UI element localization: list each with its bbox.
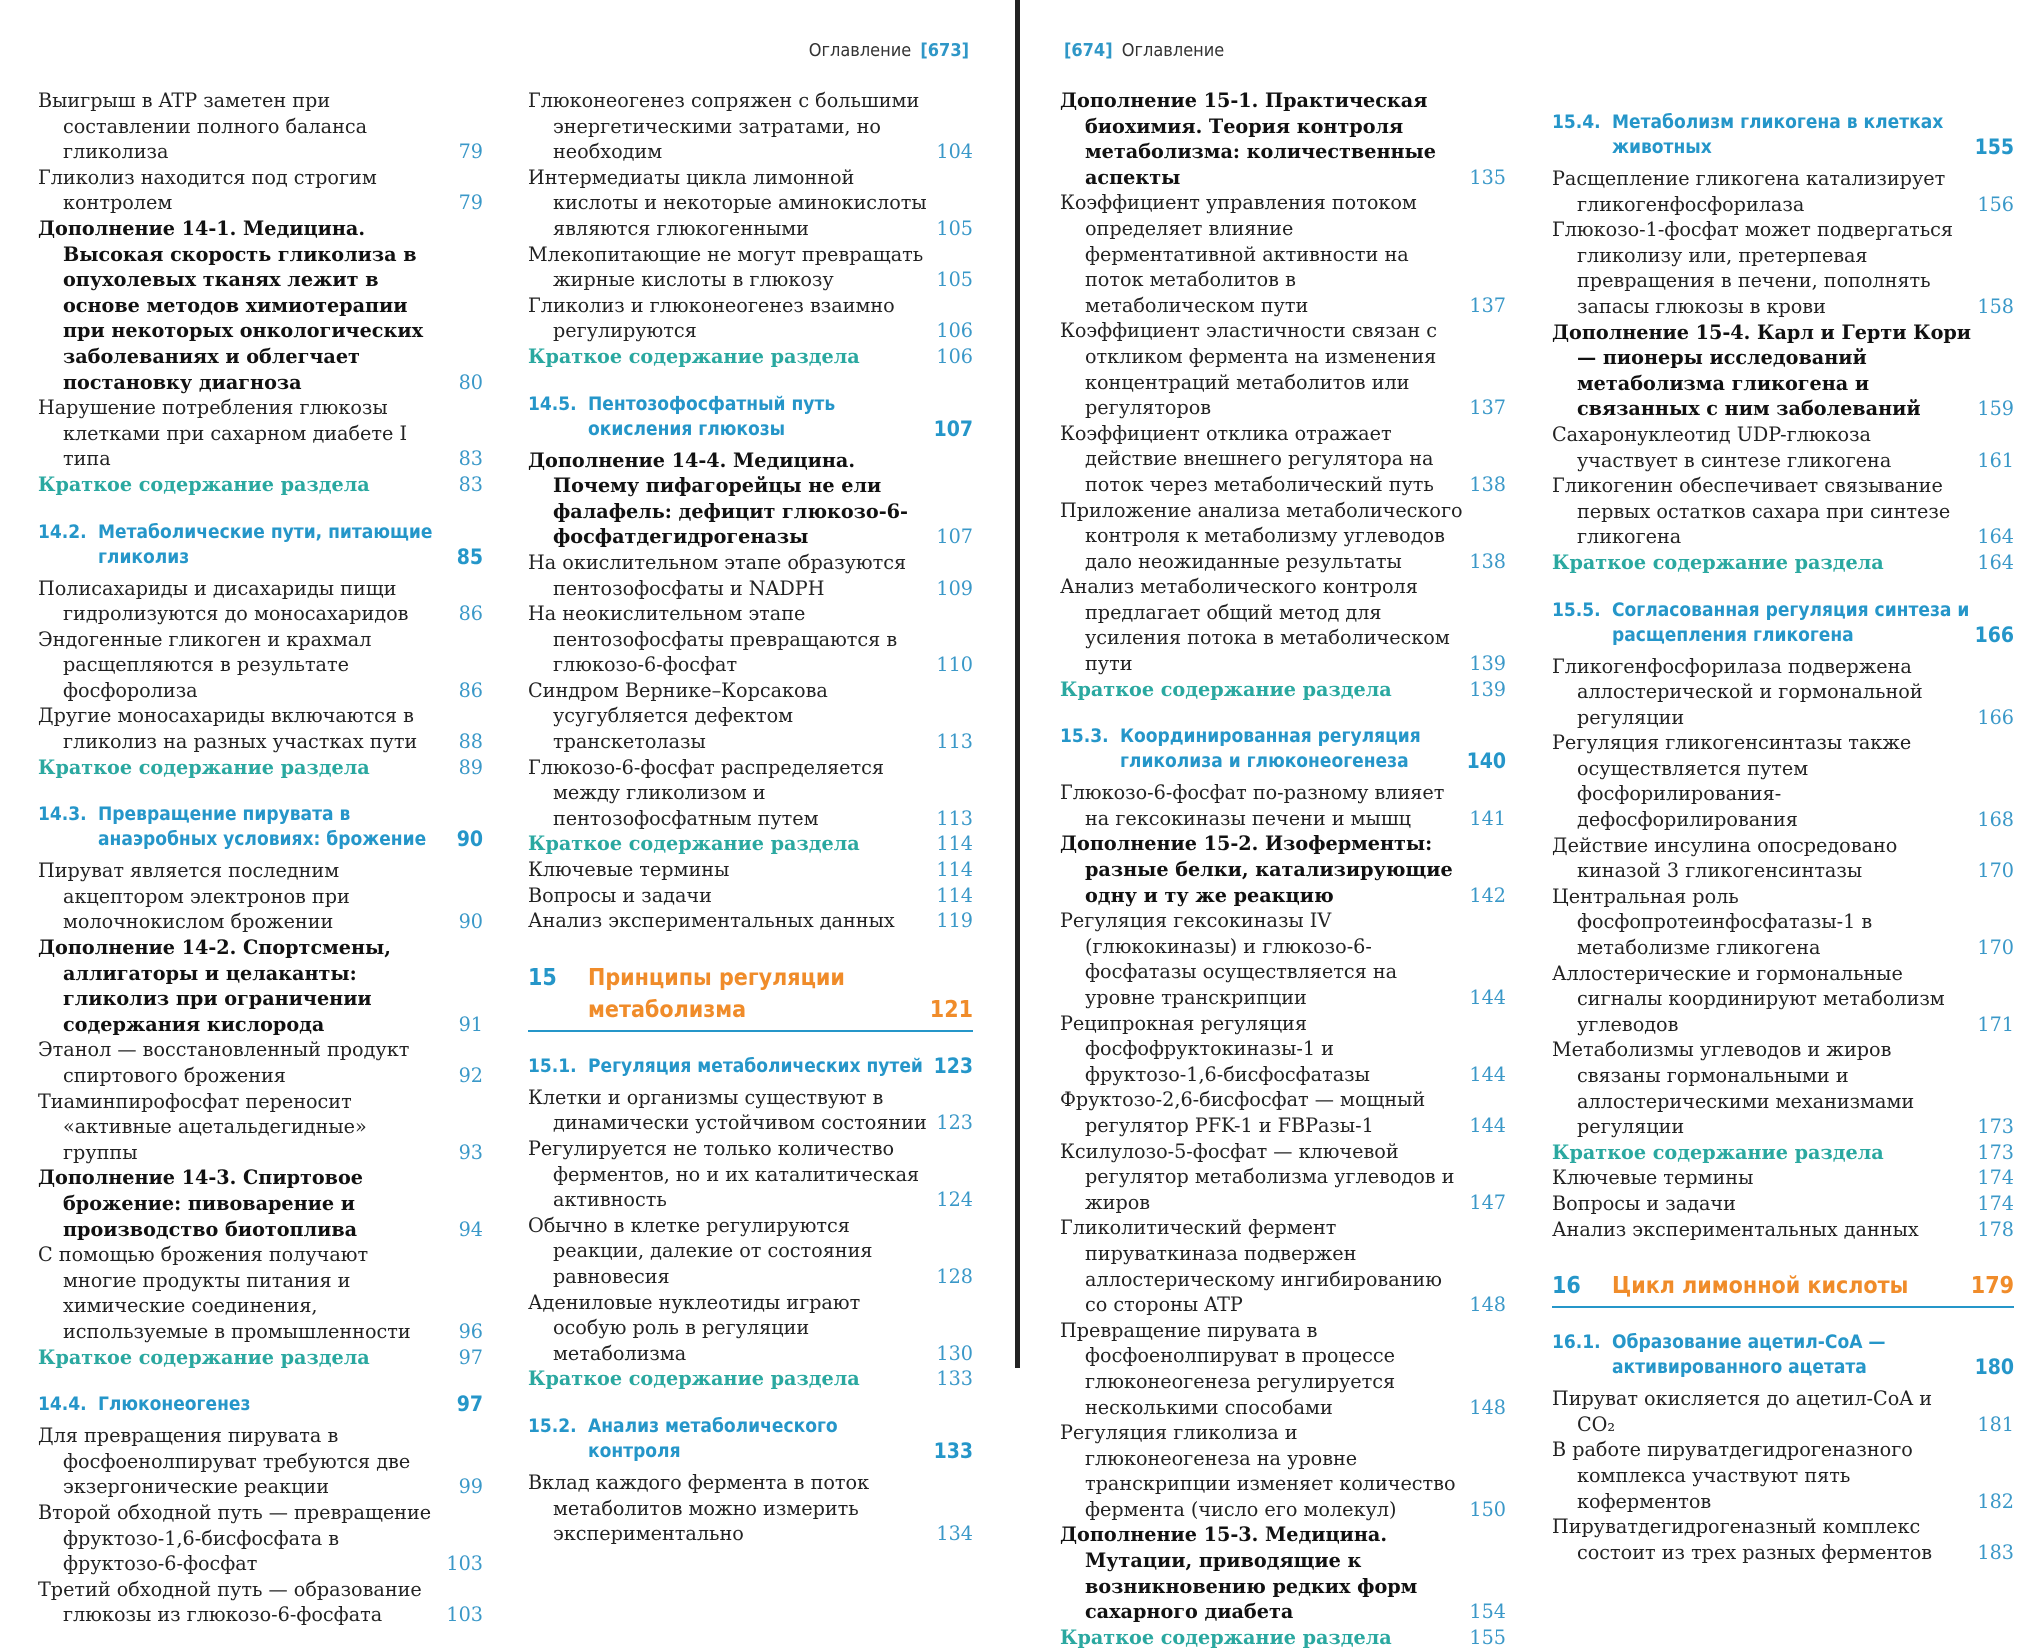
toc-entry (528, 678, 973, 755)
entry-title: Метаболизмы углеводов и жиров связаны гормональными и аллостерическими механизмами регуляции (1552, 1038, 1915, 1139)
page-number: 156 (1977, 192, 2014, 216)
section-title: Метаболические пути, питающие гликолиз (98, 520, 433, 568)
toc-entry (1060, 780, 1506, 831)
page-number: 86 (458, 678, 483, 702)
page-number: 150 (1469, 1497, 1506, 1521)
toc-column (1552, 88, 2014, 1565)
toc-entry (1552, 1165, 2014, 1191)
toc-entry (528, 1290, 973, 1367)
toc-entry (1060, 421, 1506, 498)
page-number: 123 (933, 1053, 973, 1078)
page-number: 80 (458, 370, 483, 394)
toc-summary-entry (38, 1345, 483, 1371)
page-header (1060, 40, 1224, 61)
entry-title: Млекопитающие не могут превращать жирные кислоты в глюкозу (528, 242, 924, 292)
page-number: 166 (1974, 622, 2014, 647)
toc-entry (38, 88, 483, 165)
chapter-heading (528, 962, 973, 1032)
page-number: 94 (458, 1217, 483, 1241)
header-title: Оглавление (1121, 40, 1225, 61)
header-title: Оглавление (808, 40, 912, 61)
page-number: 121 (929, 996, 973, 1023)
page-number: 91 (458, 1012, 483, 1036)
section-number: 15.1. (528, 1054, 577, 1077)
toc-entry (1060, 1420, 1506, 1522)
entry-title: Анализ экспериментальных данных (1552, 1217, 1919, 1241)
entry-title: Краткое содержание раздела (38, 472, 370, 496)
page-number: 147 (1469, 1190, 1506, 1214)
entry-title: Краткое содержание раздела (1060, 677, 1392, 701)
entry-title: Ключевые термины (1552, 1166, 1754, 1190)
entry-title: Обычно в клетке регулируются реакции, далекие от состояния равновесия (528, 1213, 873, 1288)
entry-title: Краткое содержание раздела (1552, 1140, 1884, 1164)
toc-summary-entry (1552, 550, 2014, 576)
page-number: 106 (936, 319, 973, 343)
page-number: 134 (936, 1522, 973, 1546)
toc-entry (1060, 574, 1506, 676)
section-title: Превращение пирувата в анаэробных условиях: брожение (98, 803, 427, 851)
toc-entry (1552, 1386, 2014, 1437)
entry-title: Адениловые нуклеотиды играют особую роль в регуляции метаболизма (528, 1290, 861, 1365)
page-number: 161 (1977, 448, 2014, 472)
page-number: 144 (1469, 1113, 1506, 1137)
entry-title: Ксилулозо-5-фосфат — ключевой регулятор метаболизма углеводов и жиров (1060, 1139, 1455, 1214)
toc-entry (528, 1213, 973, 1290)
toc-entry (1060, 1215, 1506, 1317)
entry-title: Регуляция гликолиза и глюконеогенеза на уровне транскрипции изменяет количество фермента (число его молекул) (1060, 1421, 1456, 1521)
toc-entry (1060, 1318, 1506, 1420)
page-number: 181 (1977, 1412, 2014, 1436)
toc-entry (528, 293, 973, 344)
toc-entry (38, 858, 483, 935)
chapter-heading (1552, 1270, 2014, 1308)
page-number: 89 (458, 755, 483, 779)
entry-title: Пируват является последним акцептором электронов при молочнокислом брожении (38, 859, 350, 934)
entry-title: Нарушение потребления глюкозы клетками при сахарном диабете I типа (38, 396, 408, 471)
toc-entry (1552, 884, 2014, 961)
entry-title: Тиаминпирофосфат переносит «активные ацетальдегидные» группы (38, 1089, 367, 1164)
page-number: 114 (936, 858, 973, 882)
entry-title: Этанол — восстановленный продукт спиртового брожения (38, 1038, 410, 1087)
section-heading (38, 802, 483, 852)
entry-title: Аллостерические и гормональные сигналы координируют метаболизм углеводов (1552, 961, 1945, 1036)
chapter-number: 16 (1552, 1273, 1581, 1300)
entry-title: Глюкозо-6-фосфат распределяется между гликолизом и пентозофосфатным путем (528, 755, 884, 830)
entry-title: Второй обходной путь — превращение фруктозо-1,6-бисфосфата в фруктозо-6-фосфат (38, 1500, 432, 1576)
section-heading (1060, 724, 1506, 774)
page-number: 140 (1466, 749, 1506, 774)
page-number: 92 (458, 1064, 483, 1087)
page-number: 170 (1977, 936, 2014, 960)
entry-title: Пируватдегидрогеназный комплекс состоит из трех разных ферментов (1552, 1515, 1933, 1564)
page-number: 113 (936, 730, 973, 754)
toc-entry (1552, 1037, 2014, 1139)
page-number: 128 (936, 1264, 973, 1288)
page-number: 159 (1977, 397, 2014, 421)
page-number: 110 (936, 653, 973, 677)
toc-entry (1060, 1011, 1506, 1088)
page-number: 170 (1977, 859, 2014, 883)
toc-summary-entry (38, 472, 483, 498)
entry-title: Краткое содержание раздела (528, 344, 860, 368)
page-number: 148 (1469, 1395, 1506, 1419)
section-number: 15.4. (1552, 111, 1601, 133)
page-number: 138 (1469, 472, 1506, 496)
entry-title: Реципрокная регуляция фосфофруктокиназы-1 и фруктозо-1,6-бисфосфатазы (1060, 1011, 1370, 1086)
toc-entry (1552, 730, 2014, 832)
entry-title: Эндогенные гликоген и крахмал расщепляются в результате фосфоролиза (38, 627, 372, 702)
toc-entry (1552, 473, 2014, 550)
page-number: 148 (1469, 1293, 1506, 1317)
page-number: 88 (458, 730, 483, 754)
entry-title: На окислительном этапе образуются пентозофосфаты и NADPH (528, 550, 907, 600)
toc-entry (1552, 1514, 2014, 1565)
toc-entry (528, 242, 973, 293)
page-number: 155 (1469, 1625, 1506, 1649)
entry-title: Краткое содержание раздела (1552, 550, 1884, 574)
page-number: 79 (458, 140, 483, 164)
entry-title: Анализ экспериментальных данных (528, 909, 895, 933)
entry-title: Пируват окисляется до ацетил-CoA и CO₂ (1552, 1387, 1932, 1436)
entry-title: На неокислительном этапе пентозофосфаты превращаются в глюкозо-6-фосфат (528, 602, 898, 677)
page-number: 103 (446, 1603, 483, 1627)
entry-title: Фруктозо-2,6-бисфосфат — мощный регулятор PFK-1 и FBPазы-1 (1060, 1088, 1426, 1137)
entry-title: Краткое содержание раздела (1060, 1625, 1392, 1649)
section-title: Образование ацетил-CoA — активированного ацетата (1612, 1331, 1886, 1379)
section-title: Глюконеогенез (98, 1393, 251, 1416)
page-number: 139 (1469, 652, 1506, 676)
entry-title: Дополнение 14-4. Медицина. Почему пифагорейцы не ели фалафель: дефицит глюкозо-6-фосфатдегидрогеназы (528, 448, 908, 549)
toc-entry (38, 1577, 483, 1628)
page-number: 144 (1469, 1062, 1506, 1086)
page-number: 114 (936, 832, 973, 856)
entry-title: Дополнение 15-1. Практическая биохимия. Теория контроля метаболизма: количественные аспекты (1060, 89, 1436, 189)
page-number: 133 (936, 1367, 973, 1391)
entry-title: Глюкозо-1-фосфат может подвергаться гликолизу или, претерпевая превращения в печени, пополнять запасы глюкозы в крови (1552, 218, 1954, 318)
toc-box-entry (1060, 88, 1506, 190)
left-page (0, 0, 1015, 1627)
page-number: 133 (933, 1438, 973, 1463)
toc-box-entry (38, 935, 483, 1037)
toc-entry (528, 1470, 973, 1547)
page-number: 107 (933, 416, 973, 441)
toc-entry (38, 1423, 483, 1500)
section-number: 14.5. (528, 392, 577, 415)
entry-title: Другие моносахариды включаются в гликолиз на разных участках пути (38, 704, 418, 754)
page-number: 119 (936, 909, 973, 933)
entry-title: С помощью брожения получают многие продукты питания и химические соединения, используемые в промышленности (38, 1243, 411, 1343)
entry-title: Гликолиз находится под строгим контролем (38, 165, 377, 215)
toc-entry (528, 601, 973, 678)
entry-title: Дополнение 14-3. Спиртовое брожение: пивоварение и производство биотоплива (38, 1166, 364, 1241)
toc-summary-entry (528, 1366, 973, 1392)
entry-title: Гликогенфосфорилаза подвержена аллостерической и гормональной регуляции (1552, 654, 1923, 729)
section-number: 14.4. (38, 1393, 87, 1416)
entry-title: Полисахариды и дисахариды пищи гидролизуются до моносахаридов (38, 576, 409, 626)
page-number: 138 (1469, 549, 1506, 573)
page-number: 107 (936, 525, 973, 549)
page-number: 155 (1974, 135, 2014, 159)
toc-entry (528, 1136, 973, 1213)
page-number: 86 (458, 602, 483, 626)
section-heading (1552, 598, 2014, 648)
entry-title: Дополнение 15-2. Изоферменты: разные белки, катализирующие одну и ту же реакцию (1060, 832, 1453, 907)
entry-title: Вопросы и задачи (1552, 1191, 1736, 1215)
section-heading (528, 392, 973, 442)
page-number: 141 (1469, 806, 1506, 830)
page-number: 90 (458, 910, 483, 934)
page-number: 104 (936, 140, 973, 164)
toc-entry (38, 627, 483, 704)
page-number: 174 (1977, 1166, 2014, 1190)
page-number: 174 (1977, 1191, 2014, 1215)
toc-entry (1552, 961, 2014, 1038)
page-number: 182 (1977, 1489, 2014, 1513)
page-number: 130 (936, 1341, 973, 1365)
page-number: 113 (936, 806, 973, 830)
toc-entry (1552, 217, 2014, 319)
page-number: 93 (458, 1140, 483, 1164)
page-number: 183 (1977, 1540, 2014, 1564)
page-number: 105 (936, 216, 973, 240)
page-number: 164 (1977, 525, 2014, 549)
page-number: 144 (1469, 986, 1506, 1009)
page-number: 137 (1469, 293, 1506, 317)
toc-entry (1060, 908, 1506, 1010)
section-number: 14.3. (38, 803, 87, 826)
page-number: 103 (446, 1552, 483, 1576)
page-number: 114 (936, 883, 973, 907)
page-number: 142 (1469, 883, 1506, 907)
entry-title: Гликогенин обеспечивает связывание первых остатков сахара при синтезе гликогена (1552, 474, 1951, 549)
toc-entry (38, 165, 483, 216)
page-number: 164 (1977, 550, 2014, 574)
entry-title: Дополнение 14-2. Спортсмены, аллигаторы и целаканты: гликолиз при ограничении содержания кислорода (38, 936, 391, 1036)
toc-entry (528, 1085, 973, 1136)
entry-title: Анализ метаболического контроля предлагает общий метод для усиления потока в метаболическом пути (1060, 575, 1450, 676)
page-number: 90 (456, 827, 483, 852)
toc-summary-entry (1060, 677, 1506, 703)
toc-box-entry (38, 1165, 483, 1242)
page-number: 179 (1970, 1273, 2014, 1300)
toc-summary-entry (1060, 1625, 1506, 1650)
entry-title: Краткое содержание раздела (528, 832, 860, 856)
entry-title: Дополнение 14-1. Медицина. Высокая скорость гликолиза в опухолевых тканях лежит в основе методов химиотерапии при некоторых онкологических заболеваниях и облегчает постановку диагноза (38, 216, 424, 394)
entry-title: Коэффициент эластичности связан с откликом фермента на изменения концентраций метаболитов или регуляторов (1060, 319, 1437, 420)
toc-entry (1552, 166, 2014, 217)
entry-title: Синдром Вернике–Корсакова усугубляется дефектом транскетолазы (528, 678, 828, 754)
toc-summary-entry (528, 344, 973, 370)
entry-title: Действие инсулина опосредовано киназой 3 гликогенсинтазы (1552, 833, 1898, 883)
toc-entry (528, 883, 973, 909)
entry-title: Клетки и организмы существуют в динамически устойчивом состоянии (528, 1085, 927, 1135)
section-heading (1552, 110, 2014, 160)
page-number: 135 (1469, 165, 1506, 189)
page-number: 171 (1977, 1012, 2014, 1036)
page-number: 79 (458, 191, 483, 215)
toc-entry (1552, 833, 2014, 884)
toc-entry (528, 755, 973, 832)
toc-summary-entry (528, 831, 973, 857)
section-title: Координированная регуляция гликолиза и глюконеогенеза (1120, 725, 1421, 773)
section-heading (1552, 1330, 2014, 1380)
toc-entry (1060, 1139, 1506, 1216)
page-number: 139 (1469, 677, 1506, 701)
book-spine-divider (1015, 0, 1020, 1368)
page-number: 97 (456, 1392, 483, 1417)
toc-entry (1060, 498, 1506, 575)
section-number: 14.2. (38, 520, 87, 543)
page-number: 106 (936, 344, 973, 368)
toc-column (38, 88, 483, 1628)
toc-entry (1060, 1087, 1506, 1138)
entry-title: Расщепление гликогена катализирует гликогенфосфорилаза (1552, 167, 1946, 216)
header-page-number: [673] (920, 40, 969, 61)
toc-entry (38, 1089, 483, 1166)
entry-title: Коэффициент управления потоком определяет влияние ферментативной активности на поток метаболитов в метаболическом пути (1060, 191, 1417, 317)
entry-title: Вклад каждого фермента в поток метаболитов можно измерить экспериментально (528, 1470, 870, 1546)
page-number: 97 (458, 1345, 483, 1369)
chapter-number: 15 (528, 964, 557, 991)
toc-entry (528, 550, 973, 601)
section-title: Пентозофосфатный путь окисления глюкозы (588, 392, 836, 440)
section-title: Регуляция метаболических путей (588, 1054, 923, 1077)
page-number: 137 (1469, 396, 1506, 420)
toc-entry (1060, 318, 1506, 420)
page-number: 124 (936, 1188, 973, 1212)
toc-entry (1552, 1437, 2014, 1514)
toc-entry (1552, 422, 2014, 473)
page-number: 154 (1469, 1600, 1506, 1624)
toc-entry (38, 1500, 483, 1577)
entry-title: Вопросы и задачи (528, 883, 712, 907)
page-number: 173 (1977, 1115, 2014, 1139)
toc-entry (1552, 654, 2014, 731)
page-number: 105 (936, 268, 973, 292)
entry-title: Коэффициент отклика отражает действие внешнего регулятора на поток через метаболический путь (1060, 421, 1434, 496)
page-number: 123 (936, 1111, 973, 1135)
entry-title: Краткое содержание раздела (528, 1367, 860, 1391)
page-header (809, 40, 973, 61)
entry-title: Третий обходной путь — образование глюкозы из глюкозо-6-фосфата (38, 1577, 422, 1627)
page-number: 173 (1977, 1140, 2014, 1164)
toc-box-entry (38, 216, 483, 395)
entry-title: В работе пируватдегидрогеназного комплекса участвуют пять коферментов (1552, 1438, 1913, 1513)
toc-entry (1552, 1217, 2014, 1243)
page-number: 158 (1977, 294, 2014, 318)
entry-title: Гликолиз и глюконеогенез взаимно регулируются (528, 293, 895, 343)
entry-title: Регулируется не только количество ферментов, но и их каталитическая активность (528, 1137, 920, 1212)
page-number: 109 (936, 576, 973, 600)
page-number: 178 (1977, 1217, 2014, 1241)
entry-title: Дополнение 15-4. Карл и Герти Кори — пионеры исследований метаболизма гликогена и связанных с ним заболеваний (1552, 320, 1972, 421)
entry-title: Регуляция гексокиназы IV (глюкокиназы) и глюкозо-6-фосфатазы осуществляется на уровне транскрипции (1060, 909, 1398, 1009)
section-number: 15.3. (1060, 725, 1109, 748)
toc-entry (38, 395, 483, 472)
toc-entry (38, 1037, 483, 1088)
page-number: 83 (458, 447, 483, 471)
section-title: Согласованная регуляция синтеза и расщепления гликогена (1612, 598, 1970, 646)
toc-entry (528, 857, 973, 883)
toc-box-entry (1060, 831, 1506, 908)
section-title: Анализ метаболического контроля (588, 1414, 838, 1462)
toc-entry (528, 88, 973, 165)
toc-box-entry (1060, 1522, 1506, 1624)
toc-summary-entry (1552, 1140, 2014, 1166)
entry-title: Дополнение 15-3. Медицина. Мутации, приводящие к возникновению редких форм сахарного диабета (1060, 1523, 1418, 1624)
toc-column (1060, 88, 1506, 1650)
toc-entry (38, 703, 483, 754)
page-number: 99 (458, 1475, 483, 1499)
page-number: 168 (1977, 808, 2014, 832)
entry-title: Интермедиаты цикла лимонной кислоты и некоторые аминокислоты являются глюкогенными (528, 165, 927, 240)
section-number: 16.1. (1552, 1331, 1601, 1354)
entry-title: Приложение анализа метаболического контроля к метаболизму углеводов дало неожиданные результаты (1060, 498, 1463, 573)
entry-title: Центральная роль фосфопротеинфосфатазы-1 в метаболизме гликогена (1552, 884, 1873, 960)
entry-title: Регуляция гликогенсинтазы также осуществляется путем фосфорилирования-дефосфорилирования (1552, 731, 1912, 832)
entry-title: Глюконеогенез сопряжен с большими энергетическими затратами, но необходим (528, 89, 920, 164)
entry-title: Краткое содержание раздела (38, 755, 370, 779)
page-number: 166 (1977, 705, 2014, 729)
entry-title: Превращение пирувата в фосфоенолпируват в процессе глюконеогенеза регулируется несколькими способами (1060, 1318, 1396, 1419)
chapter-title: Принципы регуляции метаболизма (588, 964, 845, 1023)
toc-summary-entry (38, 755, 483, 781)
chapter-title: Цикл лимонной кислоты (1612, 1273, 1909, 1300)
toc-entry (1552, 1191, 2014, 1217)
toc-column (528, 88, 973, 1547)
toc-box-entry (1552, 320, 2014, 422)
toc-entry (1060, 190, 1506, 318)
entry-title: Краткое содержание раздела (38, 1345, 370, 1369)
entry-title: Гликолитический фермент пируваткиназа подвержен аллостерическому ингибированию со стороны ATP (1060, 1216, 1442, 1317)
entry-title: Сахаронуклеотид UDP-глюкоза участвует в синтезе гликогена (1552, 422, 1892, 472)
section-heading (38, 520, 483, 570)
section-heading (528, 1054, 973, 1079)
section-number: 15.2. (528, 1414, 577, 1437)
toc-entry (528, 908, 973, 934)
entry-title: Для превращения пирувата в фосфоенолпируват требуются две экзергонические реакции (38, 1424, 411, 1499)
page-number: 85 (456, 544, 483, 569)
section-number: 15.5. (1552, 598, 1601, 621)
toc-entry (528, 165, 973, 242)
section-title: Метаболизм гликогена в клетках животных (1612, 111, 1944, 158)
page-number: 96 (458, 1319, 483, 1343)
page-number: 83 (458, 472, 483, 496)
toc-box-entry (528, 448, 973, 550)
toc-entry (38, 1242, 483, 1344)
right-page (1022, 0, 2036, 1649)
entry-title: Ключевые термины (528, 858, 730, 882)
entry-title: Глюкозо-6-фосфат по-разному влияет на гексокиназы печени и мышц (1060, 781, 1445, 830)
section-heading (528, 1414, 973, 1464)
section-heading (38, 1392, 483, 1417)
entry-title: Выигрыш в ATP заметен при составлении полного баланса гликолиза (38, 89, 368, 164)
page-number: 180 (1974, 1355, 2014, 1380)
toc-entry (38, 576, 483, 627)
header-page-number: [674] (1064, 40, 1113, 61)
